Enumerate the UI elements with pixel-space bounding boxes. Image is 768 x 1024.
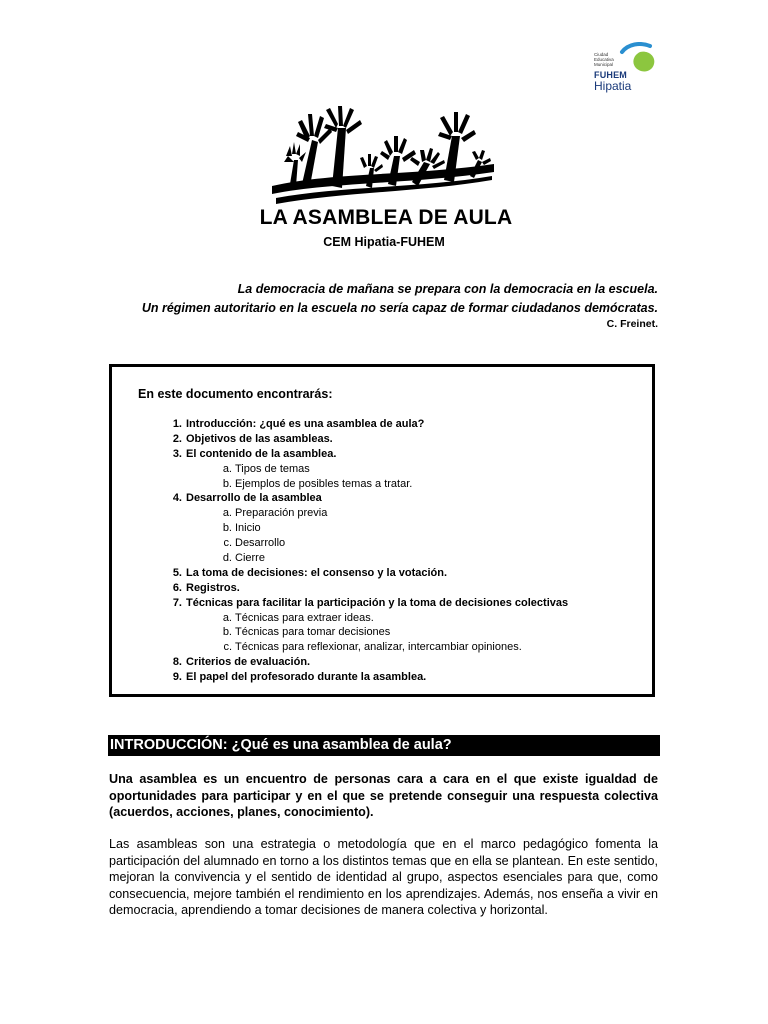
- toc-item-number: b.: [222, 477, 232, 490]
- logo-small-text: Ciudad Educativa Municipal: [594, 52, 614, 67]
- toc-item-text: El papel del profesorado durante la asamblea.: [186, 671, 427, 684]
- toc-item-number: 2.: [172, 432, 182, 445]
- toc-item-number: c.: [223, 537, 232, 550]
- toc-item-text: Técnicas para tomar decisiones: [235, 626, 391, 639]
- toc-item-number: 5.: [172, 566, 182, 579]
- toc-item-text: Registros.: [186, 581, 240, 594]
- toc-item: [112, 625, 652, 640]
- intro-definition-paragraph: Una asamblea es un encuentro de personas cara a cara en el que existe igualdad de oportunidades para participar y en el que se pretende conseguir una respuesta colectiva (acuerdos, acciones, planes, conocimiento).: [109, 772, 658, 820]
- toc-item: [112, 581, 652, 596]
- epigraph-quote: [142, 280, 658, 331]
- toc-item-number: a.: [222, 611, 232, 624]
- toc-item-number: a.: [222, 462, 232, 475]
- toc-item: [112, 506, 652, 521]
- toc-item: [112, 491, 652, 506]
- toc-item: [112, 551, 652, 566]
- toc-item-number: 7.: [172, 596, 182, 609]
- toc-item-text: Criterios de evaluación.: [186, 656, 311, 669]
- toc-item-text: Objetivos de las asambleas.: [186, 432, 333, 445]
- toc-item: [112, 611, 652, 626]
- toc-item-text: Desarrollo: [235, 537, 286, 550]
- toc-item-text: Inicio: [235, 522, 261, 535]
- document-title: LA ASAMBLEA DE AULA: [259, 206, 513, 229]
- toc-heading: En este documento encontrarás:: [138, 387, 333, 401]
- toc-item-text: El contenido de la asamblea.: [186, 447, 337, 460]
- logo-brand: FUHEM: [594, 70, 627, 80]
- toc-item-number: b.: [222, 626, 232, 639]
- toc-item-number: 3.: [172, 447, 182, 460]
- fuhem-hipatia-logo: [592, 42, 664, 96]
- document-subtitle: CEM Hipatia-FUHEM: [323, 235, 445, 249]
- toc-item-number: 1.: [172, 418, 182, 430]
- toc-item: [112, 536, 652, 551]
- toc-item-number: 6.: [172, 581, 182, 594]
- toc-item-text: Introducción: ¿qué es una asamblea de aula?: [186, 418, 425, 430]
- quote-line-2: Un régimen autoritario en la escuela no sería capaz de formar ciudadanos demócratas.: [141, 300, 658, 315]
- toc-item-text: Preparación previa: [235, 507, 328, 520]
- toc-item-text: Técnicas para facilitar la participación y la toma de decisiones colectivas: [186, 596, 569, 609]
- toc-item-number: d.: [222, 552, 232, 565]
- logo-name: Hipatia: [594, 79, 632, 93]
- toc-item: [112, 432, 652, 447]
- toc-item-number: 9.: [172, 671, 182, 684]
- toc-item-number: 8.: [172, 656, 182, 669]
- table-of-contents: [109, 364, 655, 697]
- toc-item-number: c.: [223, 641, 232, 654]
- toc-item: [112, 596, 652, 611]
- toc-item: [112, 447, 652, 462]
- toc-item-number: b.: [222, 522, 232, 535]
- quote-line-1: La democracia de mañana se prepara con la democracia en la escuela.: [237, 282, 658, 296]
- toc-item-text: Tipos de temas: [235, 462, 310, 475]
- toc-item: [112, 462, 652, 477]
- quote-author: C. Freinet.: [606, 318, 658, 330]
- toc-item-text: Cierre: [235, 552, 265, 565]
- intro-body-paragraph: Las asambleas son una estrategia o metodología que en el marco pedagógico fomenta la participación del alumnado en torno a los distintos temas que en ella se plantean. En este sentido, mejoran la convivencia y el sentido de identidad al grupo, aspectos esenciales para que, como consecuencia, mejore también el rendimiento en los aprendizajes. Además, nos enseña a vivir en democracia, aprendiendo a tomar decisiones de manera colectiva y horizontal.: [109, 837, 658, 918]
- toc-item-number: a.: [222, 507, 232, 520]
- toc-item: [112, 417, 652, 432]
- section-heading: INTRODUCCIÓN: ¿Qué es una asamblea de aula?: [108, 735, 660, 756]
- toc-item: [112, 640, 652, 655]
- toc-item: [112, 670, 652, 685]
- toc-item-text: Ejemplos de posibles temas a tratar.: [235, 477, 413, 490]
- toc-item: [112, 655, 652, 670]
- toc-item-text: La toma de decisiones: el consenso y la votación.: [186, 566, 448, 579]
- toc-item-text: Desarrollo de la asamblea: [186, 492, 322, 505]
- toc-item: [112, 521, 652, 536]
- toc-list: [112, 417, 652, 685]
- toc-item: [112, 566, 652, 581]
- toc-item-text: Técnicas para reflexionar, analizar, intercambiar opiniones.: [235, 641, 522, 654]
- toc-item-text: Técnicas para extraer ideas.: [235, 611, 374, 624]
- raised-hands-illustration: [272, 106, 494, 204]
- toc-item: [112, 477, 652, 492]
- toc-item-number: 4.: [172, 492, 182, 505]
